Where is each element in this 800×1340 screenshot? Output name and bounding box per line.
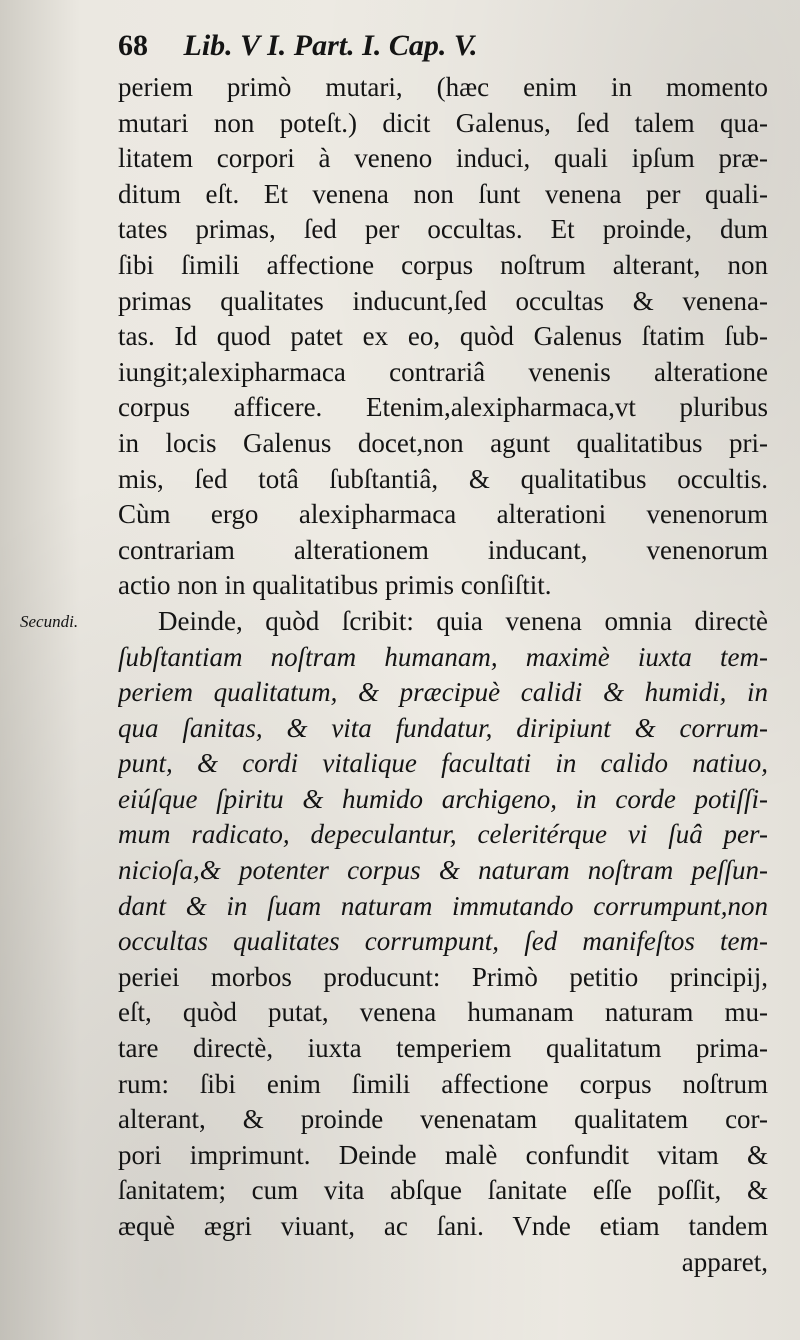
text-line: litatem corpori à veneno induci, quali ipſum præ- — [118, 143, 768, 174]
text-line: tare directè, iuxta temperiem qualitatum prima- — [118, 1033, 768, 1064]
text-line: ſanitatem; cum vita abſque ſanitate eſſe poſſit, & — [118, 1175, 768, 1206]
text-line: in locis Galenus docet,non agunt qualitatibus pri- — [118, 427, 768, 458]
text-line: corpus afficere. Etenim,alexipharmaca,vt pluribus — [118, 392, 768, 423]
text-line: nicioſa,& potenter corpus & naturam noſtram peſſun- — [118, 855, 768, 886]
text-line: iungit;alexipharmaca contrariâ venenis alteratione — [118, 356, 768, 387]
text-line: mutari non poteſt.) dicit Galenus, ſed talem qua- — [118, 107, 768, 138]
text-line: qua ſanitas, & vita fundatur, diripiunt & corrum- — [118, 712, 768, 743]
text-line: mis, ſed totâ ſubſtantiâ, & qualitatibus occultis. — [118, 463, 768, 494]
text-line: periei morbos producunt: Primò petitio principij, — [118, 961, 768, 992]
text-line: punt, & cordi vitalique facultati in calido natiuo, — [118, 748, 768, 779]
text-line: eſt, quòd putat, venena humanam naturam mu- — [118, 997, 768, 1028]
text-line: apparet, — [681, 1246, 768, 1277]
text-line: periem primò mutari, (hæc enim in momento — [118, 72, 768, 102]
text-line: æquè ægri viuant, ac ſani. Vnde etiam tandem — [118, 1211, 768, 1241]
running-title: Lib. V I. Part. I. Cap. V. — [183, 29, 478, 62]
text-line: rum: ſibi enim ſimili affectione corpus noſtrum — [118, 1068, 768, 1099]
text-line: pori imprimunt. Deinde malè confundit vitam & — [118, 1139, 768, 1170]
text-line: eiúſque ſpiritu & humido archigeno, in corde potiſſi- — [118, 783, 768, 814]
text-line: tas. Id quod patet ex eo, quòd Galenus ſtatim ſub- — [118, 321, 768, 352]
text-line: mum radicato, depeculantur, celeritérque vi ſuâ per- — [118, 819, 768, 850]
text-line: contrariam alterationem inducant, venenorum — [118, 534, 768, 565]
running-header — [118, 28, 638, 64]
text-line: Cùm ergo alexipharmaca alterationi venenorum — [118, 499, 768, 530]
text-line: Deinde, quòd ſcribit: quia venena omnia directè — [158, 605, 768, 636]
text-line: occultas qualitates corrumpunt, ſed manifeſtos tem- — [118, 926, 768, 957]
text-line: ſibi ſimili affectione corpus noſtrum alterant, non — [118, 249, 768, 280]
text-line: tates primas, ſed per occultas. Et proinde, dum — [118, 214, 768, 245]
text-line: ditum eſt. Et venena non ſunt venena per quali- — [118, 178, 768, 209]
text-line: alterant, & proinde venenatam qualitatem cor- — [118, 1104, 768, 1135]
body-text — [118, 70, 768, 1280]
text-line: actio non in qualitatibus primis conſiſtit. — [118, 570, 552, 601]
text-line: primas qualitates inducunt,ſed occultas & venena- — [118, 285, 768, 316]
text-line: ſubſtantiam noſtram humanam, maximè iuxta tem- — [118, 641, 768, 672]
margin-note: Secundi. — [20, 612, 79, 631]
text-line: periem qualitatum, & præcipuè calidi & humidi, in — [118, 677, 768, 708]
page-number: 68 — [118, 29, 148, 62]
text-line: dant & in ſuam naturam immutando corrumpunt,non — [118, 890, 768, 921]
